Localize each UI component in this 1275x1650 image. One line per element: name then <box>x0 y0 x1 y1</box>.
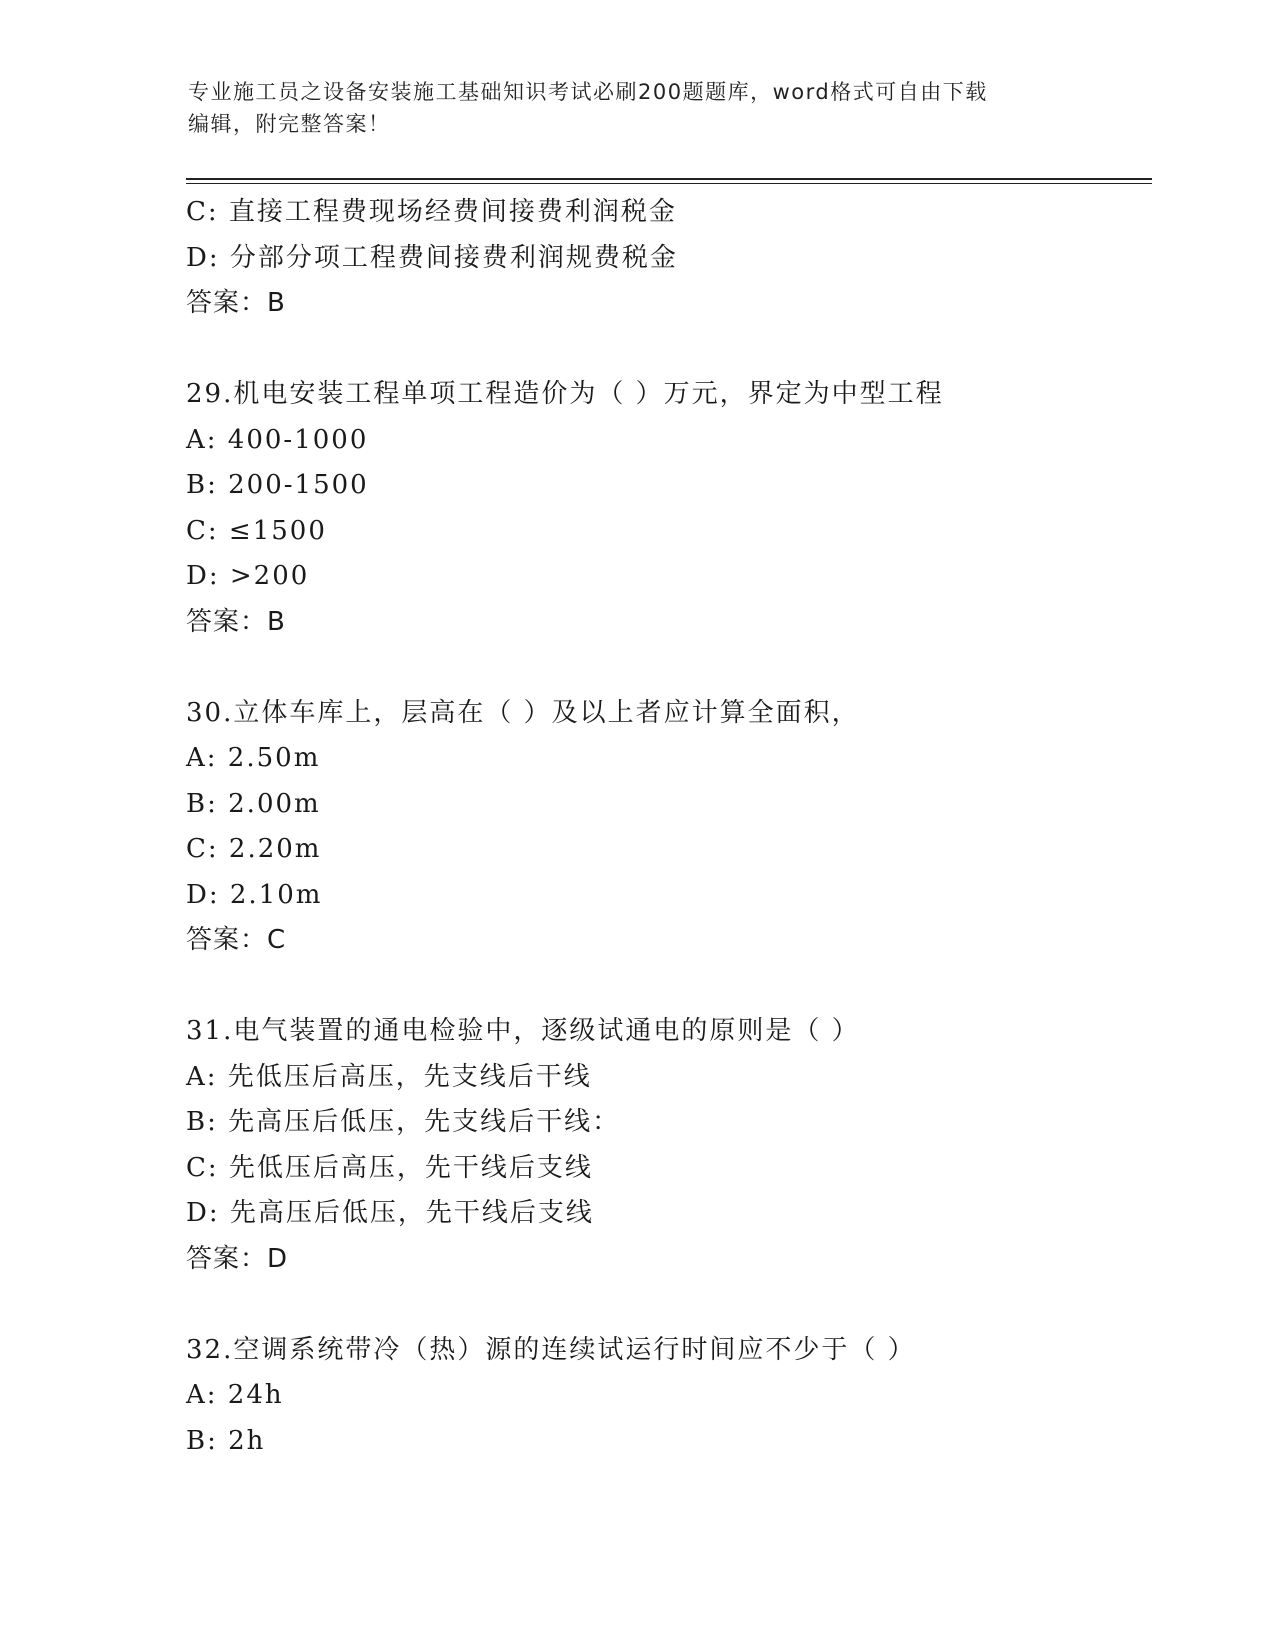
option-c: C: 直接工程费现场经费间接费利润税金 <box>186 197 677 227</box>
option-c: C: 2.20m <box>186 834 322 864</box>
option-b: B: 200-1500 <box>186 470 369 500</box>
question-32 <box>186 1328 1146 1465</box>
option-d: D: 先高压后低压，先干线后支线 <box>186 1198 594 1228</box>
question-29 <box>186 372 1146 645</box>
header-line-1: 专业施工员之设备安装施工基础知识考试必刷200题题库，word格式可自由下载 <box>188 80 988 104</box>
header-rule-thick <box>186 178 1152 180</box>
answer-label: 答案：B <box>186 606 286 637</box>
question-text: 29.机电安装工程单项工程造价为（ ）万元，界定为中型工程 <box>186 379 944 409</box>
answer-label: 答案：C <box>186 925 287 955</box>
answer-label: 答案：B <box>186 288 286 318</box>
question-31 <box>186 1009 1146 1282</box>
option-d: D: 分部分项工程费间接费利润规费税金 <box>186 242 678 273</box>
question-28-continued <box>186 190 1146 327</box>
question-content <box>186 190 1146 1464</box>
option-a: A: 400-1000 <box>186 424 369 455</box>
option-a: A: 先低压后高压，先支线后干线 <box>186 1061 592 1092</box>
option-c: C: 先低压后高压，先干线后支线 <box>186 1152 593 1183</box>
question-text: 32.空调系统带冷（热）源的连续试运行时间应不少于（ ） <box>186 1334 916 1365</box>
option-d: D: 2.10m <box>186 879 323 910</box>
answer-label: 答案：D <box>186 1243 289 1274</box>
header-line-2: 编辑，附完整答案！ <box>188 112 391 136</box>
option-c: C: ≤1500 <box>186 515 327 546</box>
option-b: B: 2.00m <box>186 788 321 819</box>
option-a: A: 24h <box>186 1380 284 1410</box>
option-b: B: 2h <box>186 1425 266 1456</box>
option-a: A: 2.50m <box>186 743 321 773</box>
option-d: D: >200 <box>186 561 310 591</box>
question-text: 30.立体车库上，层高在（ ）及以上者应计算全面积， <box>186 697 860 728</box>
option-b: B: 先高压后低压，先支线后干线： <box>186 1107 621 1137</box>
document-header <box>188 76 1088 140</box>
question-text: 31.电气装置的通电检验中，逐级试通电的原则是（ ） <box>186 1016 860 1046</box>
question-30 <box>186 691 1146 964</box>
header-rule-thin <box>186 183 1152 184</box>
